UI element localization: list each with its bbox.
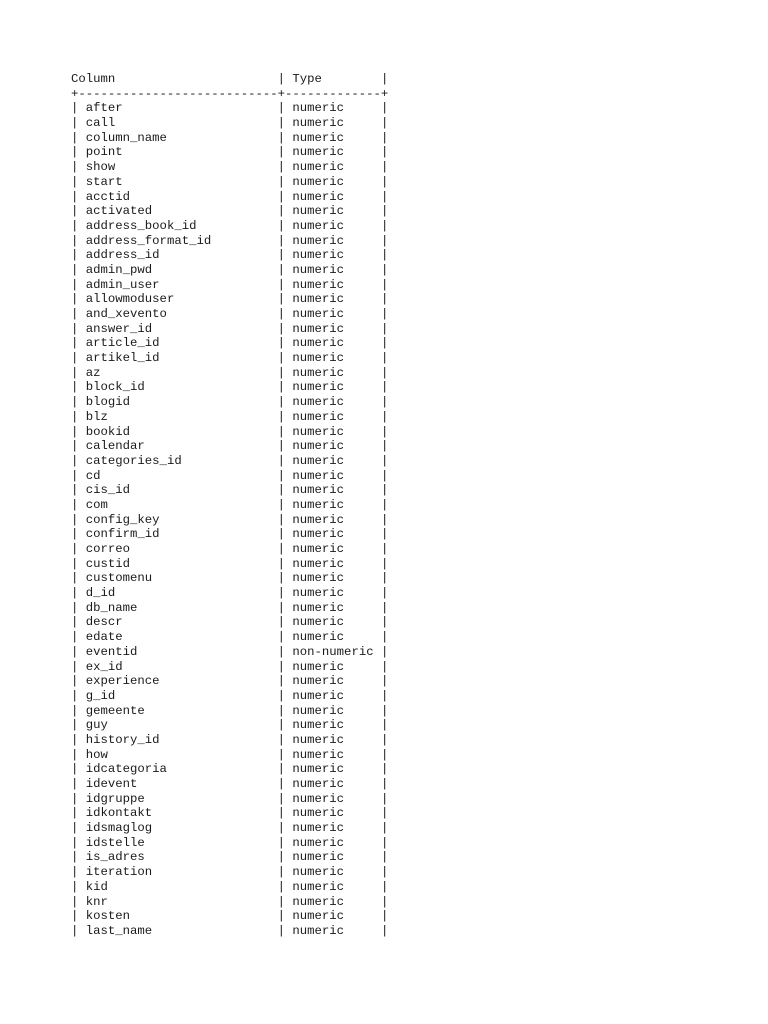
- cell-type: numeric: [292, 218, 374, 233]
- table-row: | address_id | numeric |: [71, 248, 389, 263]
- cell-type: numeric: [292, 777, 374, 791]
- cell-column-name: experience: [85, 674, 278, 689]
- cell-column-name: is_adres: [85, 850, 278, 865]
- cell-column-name: and_xevento: [85, 307, 278, 321]
- cell-column-name: block_id: [85, 380, 278, 395]
- table-row: | kid | numeric |: [71, 879, 389, 894]
- table-row: | g_id | numeric |: [71, 688, 389, 703]
- cell-type: numeric: [292, 321, 374, 336]
- cell-type: numeric: [292, 865, 374, 880]
- cell-column-name: idsmaglog: [85, 821, 278, 836]
- cell-column-name: kosten: [85, 909, 278, 924]
- cell-column-name: customenu: [85, 571, 278, 586]
- cell-column-name: blogid: [85, 395, 278, 410]
- table-row: | kosten | numeric |: [71, 909, 389, 924]
- cell-column-name: ex_id: [85, 659, 278, 674]
- cell-type: numeric: [292, 189, 374, 204]
- cell-type: numeric: [292, 233, 374, 248]
- cell-type: numeric: [292, 101, 374, 116]
- cell-column-name: idevent: [85, 777, 278, 791]
- table-row: | and_xevento | numeric |: [71, 307, 389, 321]
- table-row: | idcategoria | numeric |: [71, 762, 389, 777]
- cell-column-name: calendar: [85, 439, 278, 454]
- table-row: | idstelle | numeric |: [71, 835, 389, 850]
- cell-type: numeric: [292, 468, 374, 483]
- cell-type: numeric: [292, 380, 374, 395]
- table-row: | address_format_id | numeric |: [71, 233, 389, 248]
- table-row: | calendar | numeric |: [71, 439, 389, 454]
- cell-type: numeric: [292, 204, 374, 219]
- cell-type: numeric: [292, 909, 374, 924]
- cell-type: numeric: [292, 424, 374, 439]
- cell-type: numeric: [292, 615, 374, 630]
- cell-type: numeric: [292, 600, 374, 615]
- cell-column-name: guy: [85, 718, 278, 733]
- cell-column-name: az: [85, 365, 278, 380]
- cell-column-name: allowmoduser: [85, 292, 278, 307]
- cell-column-name: bookid: [85, 424, 278, 439]
- table-row: | address_book_id | numeric |: [71, 218, 389, 233]
- table-row: | admin_user | numeric |: [71, 277, 389, 292]
- table-row: | guy | numeric |: [71, 718, 389, 733]
- table-row: | d_id | numeric |: [71, 586, 389, 601]
- cell-column-name: db_name: [85, 600, 278, 615]
- table-row: | gemeente | numeric |: [71, 703, 389, 718]
- cell-column-name: after: [85, 101, 278, 116]
- cell-type: numeric: [292, 806, 374, 821]
- table-row: | acctid | numeric |: [71, 189, 389, 204]
- cell-column-name: how: [85, 747, 278, 762]
- cell-type: numeric: [292, 630, 374, 645]
- cell-column-name: g_id: [85, 688, 278, 703]
- cell-type: numeric: [292, 894, 374, 909]
- cell-column-name: show: [85, 160, 278, 175]
- cell-type: numeric: [292, 718, 374, 733]
- cell-column-name: edate: [85, 630, 278, 645]
- table-header: Column | Type |: [71, 72, 389, 86]
- cell-type: numeric: [292, 174, 374, 189]
- cell-type: numeric: [292, 542, 374, 556]
- cell-type: numeric: [292, 365, 374, 380]
- table-row: | is_adres | numeric |: [71, 850, 389, 865]
- table-row: | eventid | non-numeric |: [71, 644, 389, 659]
- cell-type: numeric: [292, 160, 374, 175]
- cell-column-name: kid: [85, 879, 278, 894]
- table-row: | cd | numeric |: [71, 468, 389, 483]
- table-row: | history_id | numeric |: [71, 732, 389, 747]
- table-row: | how | numeric |: [71, 747, 389, 762]
- cell-type: numeric: [292, 586, 374, 601]
- cell-column-name: idcategoria: [85, 762, 278, 777]
- table-row: | descr | numeric |: [71, 615, 389, 630]
- cell-type: numeric: [292, 850, 374, 865]
- table-row: | last_name | numeric |: [71, 923, 389, 938]
- cell-column-name: history_id: [85, 732, 278, 747]
- table-row: | com | numeric |: [71, 497, 389, 512]
- cell-column-name: acctid: [85, 189, 278, 204]
- table-row: | blz | numeric |: [71, 409, 389, 424]
- table-row: | bookid | numeric |: [71, 424, 389, 439]
- cell-column-name: admin_pwd: [85, 262, 278, 277]
- table-row: | call | numeric |: [71, 116, 389, 131]
- cell-column-name: column_name: [85, 130, 278, 145]
- cell-column-name: cd: [85, 468, 278, 483]
- cell-type: numeric: [292, 556, 374, 571]
- cell-type: numeric: [292, 351, 374, 366]
- header-column: Column: [71, 72, 278, 86]
- cell-column-name: categories_id: [85, 453, 278, 468]
- cell-type: numeric: [292, 703, 374, 718]
- table-row: | config_key | numeric |: [71, 512, 389, 527]
- table-divider: +---------------------------+-------------+: [71, 86, 389, 101]
- table-row: | idevent | numeric |: [71, 777, 389, 791]
- table-row: | custid | numeric |: [71, 556, 389, 571]
- cell-type: numeric: [292, 923, 374, 938]
- table-row: | block_id | numeric |: [71, 380, 389, 395]
- table-row: | categories_id | numeric |: [71, 453, 389, 468]
- cell-type: numeric: [292, 248, 374, 263]
- cell-column-name: correo: [85, 542, 278, 556]
- cell-column-name: iteration: [85, 865, 278, 880]
- table-row: | knr | numeric |: [71, 894, 389, 909]
- table-row: | artikel_id | numeric |: [71, 351, 389, 366]
- table-row: | customenu | numeric |: [71, 571, 389, 586]
- cell-column-name: cis_id: [85, 483, 278, 498]
- table-row: | start | numeric |: [71, 174, 389, 189]
- cell-column-name: artikel_id: [85, 351, 278, 366]
- cell-column-name: idstelle: [85, 835, 278, 850]
- cell-column-name: point: [85, 145, 278, 160]
- table-row: | cis_id | numeric |: [71, 483, 389, 498]
- cell-column-name: custid: [85, 556, 278, 571]
- cell-column-name: idgruppe: [85, 791, 278, 806]
- cell-column-name: com: [85, 497, 278, 512]
- cell-type: numeric: [292, 762, 374, 777]
- cell-type: numeric: [292, 497, 374, 512]
- cell-column-name: answer_id: [85, 321, 278, 336]
- table-row: | answer_id | numeric |: [71, 321, 389, 336]
- cell-type: non-numeric: [292, 644, 374, 659]
- cell-type: numeric: [292, 835, 374, 850]
- cell-column-name: confirm_id: [85, 527, 278, 542]
- table-row: | iteration | numeric |: [71, 865, 389, 880]
- cell-type: numeric: [292, 483, 374, 498]
- cell-type: numeric: [292, 395, 374, 410]
- cell-type: numeric: [292, 732, 374, 747]
- cell-type: numeric: [292, 747, 374, 762]
- cell-column-name: article_id: [85, 336, 278, 351]
- cell-type: numeric: [292, 674, 374, 689]
- cell-type: numeric: [292, 277, 374, 292]
- cell-type: numeric: [292, 130, 374, 145]
- table-row: | blogid | numeric |: [71, 395, 389, 410]
- cell-type: numeric: [292, 116, 374, 131]
- table-row: | after | numeric |: [71, 101, 389, 116]
- cell-column-name: blz: [85, 409, 278, 424]
- cell-column-name: config_key: [85, 512, 278, 527]
- cell-type: numeric: [292, 821, 374, 836]
- cell-column-name: address_id: [85, 248, 278, 263]
- table-row: | correo | numeric |: [71, 542, 389, 556]
- table-row: | allowmoduser | numeric |: [71, 292, 389, 307]
- cell-type: numeric: [292, 292, 374, 307]
- table-row: | idkontakt | numeric |: [71, 806, 389, 821]
- cell-type: numeric: [292, 571, 374, 586]
- cell-column-name: d_id: [85, 586, 278, 601]
- cell-type: numeric: [292, 409, 374, 424]
- table-row: | idgruppe | numeric |: [71, 791, 389, 806]
- cell-type: numeric: [292, 791, 374, 806]
- table-row: | experience | numeric |: [71, 674, 389, 689]
- header-type: Type: [292, 72, 374, 86]
- cell-type: numeric: [292, 659, 374, 674]
- cell-type: numeric: [292, 879, 374, 894]
- table-row: | idsmaglog | numeric |: [71, 821, 389, 836]
- table-row: | db_name | numeric |: [71, 600, 389, 615]
- table-row: | activated | numeric |: [71, 204, 389, 219]
- table-row: | column_name | numeric |: [71, 130, 389, 145]
- cell-column-name: knr: [85, 894, 278, 909]
- cell-type: numeric: [292, 307, 374, 321]
- cell-column-name: call: [85, 116, 278, 131]
- table-row: | az | numeric |: [71, 365, 389, 380]
- cell-column-name: gemeente: [85, 703, 278, 718]
- table-row: | confirm_id | numeric |: [71, 527, 389, 542]
- cell-column-name: address_format_id: [85, 233, 278, 248]
- cell-column-name: activated: [85, 204, 278, 219]
- cell-column-name: descr: [85, 615, 278, 630]
- cell-type: numeric: [292, 512, 374, 527]
- cell-type: numeric: [292, 145, 374, 160]
- table-row: | edate | numeric |: [71, 630, 389, 645]
- ascii-table: [71, 72, 388, 939]
- table-row: | point | numeric |: [71, 145, 389, 160]
- table-row: | admin_pwd | numeric |: [71, 262, 389, 277]
- table-row: | ex_id | numeric |: [71, 659, 389, 674]
- cell-column-name: idkontakt: [85, 806, 278, 821]
- cell-type: numeric: [292, 336, 374, 351]
- cell-type: numeric: [292, 453, 374, 468]
- table-row: | article_id | numeric |: [71, 336, 389, 351]
- cell-type: numeric: [292, 688, 374, 703]
- cell-column-name: last_name: [85, 923, 278, 938]
- cell-type: numeric: [292, 262, 374, 277]
- cell-column-name: start: [85, 174, 278, 189]
- cell-type: numeric: [292, 439, 374, 454]
- cell-column-name: admin_user: [85, 277, 278, 292]
- table-row: | show | numeric |: [71, 160, 389, 175]
- cell-column-name: address_book_id: [85, 218, 278, 233]
- cell-type: numeric: [292, 527, 374, 542]
- cell-column-name: eventid: [85, 644, 278, 659]
